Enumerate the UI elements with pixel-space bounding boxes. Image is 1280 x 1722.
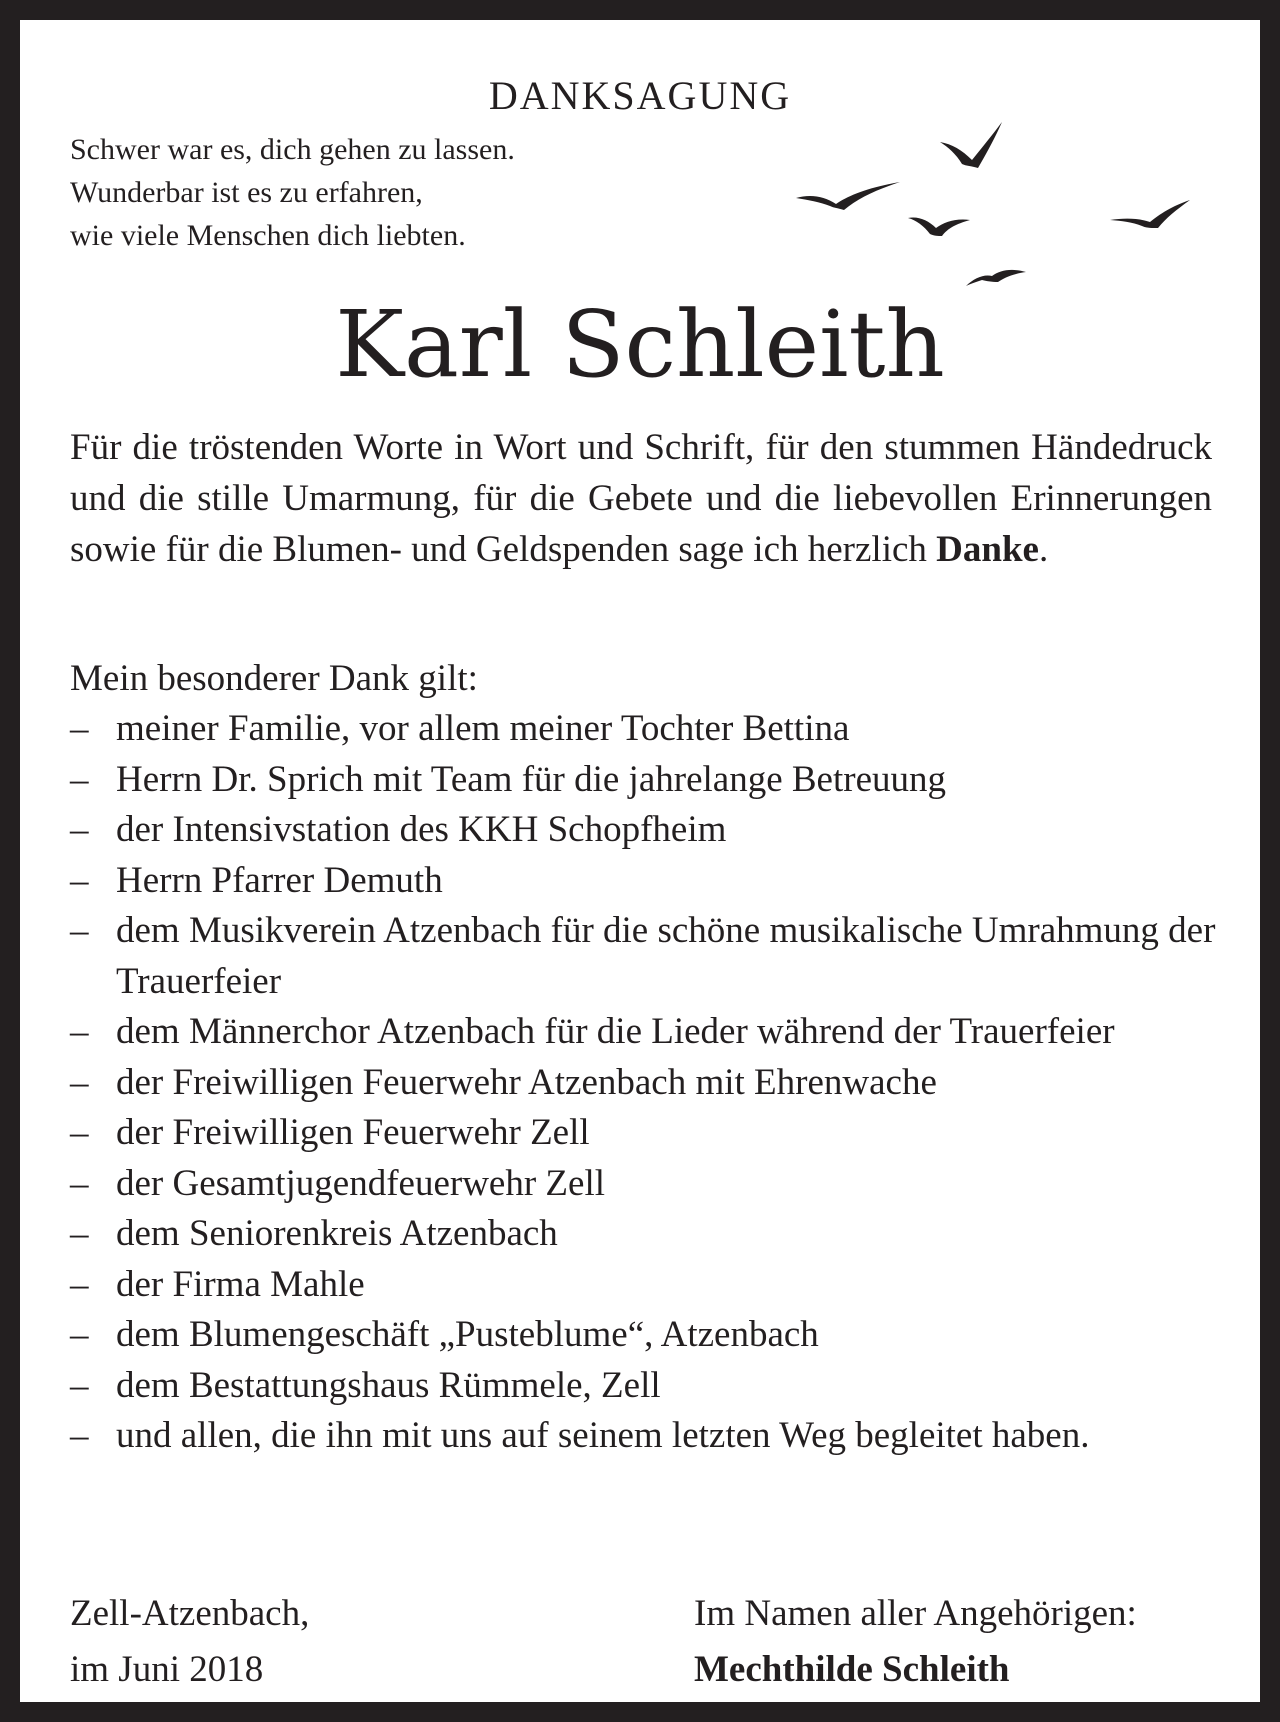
notice-heading: DANKSAGUNG xyxy=(488,73,792,118)
list-item xyxy=(70,755,1220,806)
list-item xyxy=(70,805,1220,856)
intro-text: Für die tröstenden Worte in Wort und Schrift, für den stummen Händedruck und die stille Umarmung, für die Gebete und die liebevollen Erinnerungen sowie für die Blumen- und Geldspenden sage ich herzlich xyxy=(70,427,1212,570)
list-item-text: dem Männerchor Atzenbach für die Lieder während der Trauerfeier xyxy=(116,1011,1115,1052)
list-item-text: Herrn Pfarrer Demuth xyxy=(116,859,443,901)
list-item-text: dem Musikverein Atzenbach für die schöne musikalische Umrahmung der Trauerfeier xyxy=(116,910,1216,1002)
list-item xyxy=(70,1058,1220,1109)
on-behalf-line: Im Namen aller Angehörigen: xyxy=(694,1593,1137,1634)
bullet-dash: – xyxy=(70,1314,89,1355)
birds-group xyxy=(796,122,1190,286)
list-item-text: Herrn Dr. Sprich mit Team für die jahrelange Betreuung xyxy=(116,758,946,800)
list-item xyxy=(70,1108,1220,1159)
bullet-dash: – xyxy=(70,1061,89,1103)
list-item xyxy=(70,1361,1220,1412)
list-item xyxy=(70,1209,1220,1260)
intro-paragraph xyxy=(70,422,1212,575)
list-item xyxy=(70,1411,1220,1462)
intro-end: . xyxy=(1038,529,1049,570)
bird-icon xyxy=(1110,200,1190,228)
flying-birds-icon xyxy=(780,116,1240,306)
list-item-text: der Gesamtjugendfeuerwehr Zell xyxy=(116,1162,606,1204)
bullet-dash: – xyxy=(70,1112,89,1153)
bird-icon xyxy=(908,217,970,236)
list-item-text: und allen, die ihn mit uns auf seinem letzten Weg begleitet haben. xyxy=(116,1415,1090,1456)
bullet-dash: – xyxy=(70,1364,89,1406)
list-item xyxy=(70,704,1220,755)
bullet-dash: – xyxy=(70,859,89,901)
bullet-dash: – xyxy=(70,910,89,951)
signature-block xyxy=(694,1586,1137,1698)
list-item xyxy=(70,1310,1220,1361)
list-item xyxy=(70,1159,1220,1210)
thanks-list xyxy=(70,704,1220,1462)
poem xyxy=(70,128,515,257)
list-item xyxy=(70,1260,1220,1311)
bird-icon xyxy=(940,122,1002,168)
bullet-dash: – xyxy=(70,758,89,800)
place: Zell-Atzenbach, xyxy=(70,1593,310,1634)
bullet-dash: – xyxy=(70,708,89,749)
poem-line: Schwer war es, dich gehen zu lassen. xyxy=(70,133,515,166)
list-item-text: dem Blumengeschäft „Pusteblume“, Atzenbach xyxy=(116,1314,819,1355)
list-item-text: dem Bestattungshaus Rümmele, Zell xyxy=(116,1364,661,1406)
list-item-text: meiner Familie, vor allem meiner Tochter Bettina xyxy=(116,708,850,749)
list-item-text: der Intensivstation des KKH Schopfheim xyxy=(116,809,727,850)
list-item-text: dem Seniorenkreis Atzenbach xyxy=(116,1213,558,1254)
bullet-dash: – xyxy=(70,1415,89,1456)
list-item-text: der Freiwilligen Feuerwehr Atzenbach mit Ehrenwache xyxy=(116,1061,937,1103)
bird-icon xyxy=(796,182,900,210)
thanks-heading: Mein besonderer Dank gilt: xyxy=(70,658,478,699)
poem-line: wie viele Menschen dich liebten. xyxy=(70,219,466,252)
poem-line: Wunderbar ist es zu erfahren, xyxy=(70,176,423,209)
bullet-dash: – xyxy=(70,1162,89,1204)
bullet-dash: – xyxy=(70,1011,89,1052)
signer-name: Mechthilde Schleith xyxy=(694,1649,1010,1690)
list-item xyxy=(70,906,1220,1007)
list-item-text: der Firma Mahle xyxy=(116,1263,365,1305)
bullet-dash: – xyxy=(70,1213,89,1254)
intro-emphasis: Danke xyxy=(936,529,1039,570)
place-and-date xyxy=(70,1586,309,1698)
bird-icon xyxy=(966,270,1026,286)
date: im Juni 2018 xyxy=(70,1649,264,1690)
list-item xyxy=(70,856,1220,907)
list-item xyxy=(70,1007,1220,1058)
bullet-dash: – xyxy=(70,1263,89,1305)
list-item-text: der Freiwilligen Feuerwehr Zell xyxy=(116,1112,590,1153)
bullet-dash: – xyxy=(70,809,89,850)
deceased-name: Karl Schleith xyxy=(335,291,945,398)
